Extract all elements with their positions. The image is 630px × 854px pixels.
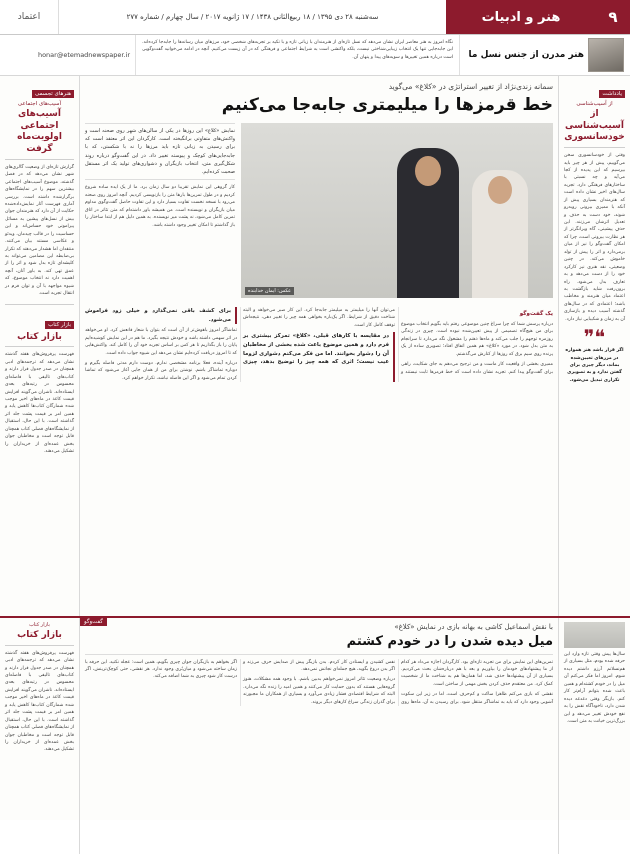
photo-figure-woman	[472, 170, 528, 298]
lower-col-3: درباره وضعیت تئاتر امروز نمی‌خواهم بدبین باشم. با وجود همه مشکلات، هنوز گروه‌هایی هستند که بدون حمایت کار می‌کنند و همین امید را زنده نگه می‌دارد. البته که شرایط اقتصادی فشار زیادی می‌آورد و بسیاری از همکاران ما مجبورند برای گذران زندگی سراغ کارهای دیگر بروند.	[243, 677, 395, 705]
main-body	[0, 76, 630, 618]
lower-left-rail-body: فهرست پرفروش‌های هفته گذشته نشان می‌دهد که ترجمه‌های ادبی همچنان در صدر جدول قرار دارند و کتاب‌های تالیفی با فاصله‌ای محسوس در رتبه‌های بعدی ایستاده‌اند. ناشران می‌گویند افزایش قیمت کاغذ در ماه‌های اخیر موجب شده شمارگان کتاب‌ها کاهش یابد و همین امر بر قیمت پشت جلد اثر گذاشته است. با این حال، استقبال از نمایشگاه‌های فصلی کتاب همچنان قابل توجه است و مخاطبان جوان بخش عمده‌ای از خریداران را تشکیل می‌دهند.	[5, 650, 74, 753]
lead-pullquote: در مقایسه با کارهای قبلی، «کلاغ» تمرکز بیشتری بر فرم دارد و همین موضوع باعث شده بخشی از مخاطبان آن را دشوار بخوانند. اما من فکر می‌کنم دشواری لزوما عیب نیست؛ اثری که همه چیز را توضیح بدهد، چیزی برای کشف باقی نمی‌گذارد و خیلی زود فراموش می‌شود.	[85, 307, 395, 382]
left-rail	[0, 76, 80, 616]
photo-credit: عکس: ایمان خدابنده	[245, 287, 294, 295]
lead-body-columns	[85, 307, 553, 382]
left-rail-second-body: فهرست پرفروش‌های هفته گذشته نشان می‌دهد که ترجمه‌های ادبی همچنان در صدر جدول قرار دارند و کتاب‌های تالیفی با فاصله‌ای محسوس در رتبه‌های بعدی ایستاده‌اند. ناشران می‌گویند افزایش قیمت کاغذ در ماه‌های اخیر موجب شده شمارگان کتاب‌ها کاهش یابد و همین امر بر قیمت پشت جلد اثر گذاشته است. با این حال، استقبال از نمایشگاه‌های فصلی کتاب همچنان قابل توجه است و مخاطبان جوان بخش عمده‌ای از خریداران را تشکیل می‌دهند.	[5, 352, 74, 454]
right-rail	[558, 76, 630, 616]
newspaper-logo: اعتماد	[0, 0, 59, 34]
left-rail-body: گزارش تازه‌ای از وضعیت گالری‌های شهر نشان می‌دهد که در فصل گذشته، موضوع آسیب‌های اجتماعی بیشترین سهم را در نمایشگاه‌های برگزارشده داشته است. بررسی آماری فهرست آثار نمایش‌داده‌شده حکایت از آن دارد که هنرمندان جوان بیش از نسل‌های پیشین به مسائل پیرامونی خود حساس‌اند و این حساسیت را در قالب چیدمان، ویدئو و عکاسی مستند بیان می‌کنند. منتقدان اما هشدار می‌دهند که تکرار بی‌ضابطه این مضامین می‌تواند به کلیشه‌ای تازه بدل شود و اثر را از عمق تهی کند. به باور آنان، آنچه اهمیت دارد نه انتخاب موضوع، که شیوه مواجهه با آن و توان فرم در انتقال تجربه است.	[5, 164, 74, 297]
lead-lede: نمایش «کلاغ» این روزها در یکی از سالن‌های شهر روی صحنه است و واکنش‌های متفاوتی برانگیخته است. کارگردان این اثر معتقد است که برای رسیدن به زبانی تازه باید مرزها را نه با شکستن، که با جابه‌جایی‌های کوچک و پیوسته تغییر داد. در این گفت‌وگو درباره روند شکل‌گیری متن، انتخاب بازیگران و دشواری‌های تولید یک اثر مستقل صحبت کرده‌ایم.	[85, 123, 235, 181]
lower-section-flag: گفت‌وگو	[80, 618, 107, 626]
column-intro-text: نگاه امروز به هنر معاصر ایران نشان می‌دهد که نسل تازه‌ای از هنرمندان با زبانی تازه و با تکیه بر تجربه‌های شخصی خود، مرزهای میان رسانه‌ها را جابه‌جا کرده‌اند. این جابه‌جایی تنها یک انتخاب زیبایی‌شناختی نیست، بلکه واکنشی است به شرایط اجتماعی و فرهنگی که در آن زیست می‌کنیم. آنچه در ادامه می‌خوانید گفت‌وگویی است درباره همین تغییرها و سویه‌های پیدا و پنهان آن.	[142, 40, 453, 60]
lower-right-rail	[558, 618, 630, 854]
lead-col-2: ممیزی بخشی از واقعیت کار ماست و من ترجیح می‌دهم به جای شکایت، راهی برای گفت‌وگو پیدا کنم. تجربه نشان داده است که خط قرمزها ثابت نیستند و می‌توان آنها را میلیمتر به میلیمتر جابه‌جا کرد. این کار صبر می‌خواهد و البته شناخت دقیق از شرایط. اگر یک‌باره بخواهی همه چیز را تغییر دهی، نتیجه‌اش توقف کامل کار است.	[243, 307, 553, 375]
section-title: هنر و ادبیات	[446, 0, 596, 34]
lower-section	[0, 618, 630, 854]
right-rail-title: از آسیب‌شناسی خودسانسوری	[564, 109, 625, 148]
lower-left-rail-title: بازار کتاب	[5, 630, 74, 646]
lead-col-0: کار گروهی این نمایش تقریبا دو سال زمان برد. ما از یک ایده ساده شروع کردیم و در طول تمرین‌ها بارها متن را بازنویسی کردیم. آنچه امروز روی صحنه می‌رود با نسخه نخست تفاوت بسیار دارد و این تفاوت حاصل گفت‌وگوی مداوم میان بازیگران و نویسنده است. من همیشه باور داشته‌ام که متن تئاتر در اتاق تمرین کامل می‌شود، نه پشت میز نویسنده. به همین دلیل هم از ابتدا ساختار را باز گذاشتم تا امکان تغییر وجود داشته باشد.	[85, 185, 235, 228]
author-meta	[459, 35, 584, 75]
lower-col-4: اگر بخواهم به بازیگران جوان چیزی بگویم، همین است: عجله نکنید. این حرفه با زمان ساخته می‌شود و میان‌بُری وجود ندارد. هر نقشی، حتی کوچک‌ترینش، اگر درست کار شود چیزی به شما اضافه می‌کند.	[85, 659, 237, 680]
quote-icon: ❝❞	[583, 325, 606, 350]
right-rail-tag: یادداشت	[599, 90, 625, 98]
lower-rail-thumb	[564, 622, 625, 648]
right-rail-body: وقتی از خودسانسوری سخن می‌گوییم، پیش از هر چیز باید بپرسیم که این پدیده از کجا می‌آید و چه نسبتی با ساختارهای فرهنگی دارد. تجربه سال‌های اخیر نشان داده است که هنرمندان بسیاری پیش از آنکه با ممیزی بیرونی روبه‌رو شوند، خود دست به حذف و تعدیل اثرشان می‌زنند. این حذفِ پیشینی، گاه ویرانگرتر از هر نظارت بیرونی است، چرا که امکان گفت‌وگو را نیز از میان برمی‌دارد و اثر را پیش از تولد خاموش می‌کند. در چنین وضعیتی، نقد هنری نیز کارکرد خود را از دست می‌دهد و به تعارف بدل می‌شود. راه برون‌رفت شاید بازگشت به اعتماد میان هنرمند و مخاطب باشد؛ اعتمادی که در سال‌های گذشته آسیب دیده و بازسازی آن به زمان و شکیبایی نیاز دارد.	[564, 153, 625, 322]
page-number: ۹	[596, 0, 630, 34]
masthead-date: سه‌شنبه ۲۸ دی ۱۳۹۵ / ۱۸ ربیع‌الثانی ۱۴۳۸ / ۱۷ ژانویه ۲۰۱۷ / سال چهارم / شماره ۲۷۷	[126, 13, 379, 21]
left-rail-kicker: آسیب‌های اجتماعی	[17, 101, 62, 107]
lower-headline: میل دیده شدن را در خودم کشتم	[85, 633, 553, 655]
right-rail-kicker: از آسیب‌شناسی	[576, 101, 613, 107]
column-author-strip	[0, 35, 630, 76]
lower-article	[80, 618, 558, 854]
lead-kicker: سمانه زندی‌نژاد از تغییر استراتژی در «کلاغ» می‌گوید	[388, 82, 553, 91]
lead-headline: خط قرمزها را میلیمتری جابه‌جا می‌کنیم	[221, 95, 553, 115]
lower-left-rail-label: بازار کتاب	[29, 622, 50, 628]
left-rail-title: آسیب‌های اجتماعی اولویت‌ماه گرفت	[5, 109, 74, 160]
lower-left-rail	[0, 618, 80, 854]
masthead	[0, 0, 630, 35]
lower-body-columns	[85, 659, 553, 707]
left-rail-second-title: بازار کتاب	[5, 332, 74, 348]
lead-col-1: درباره پرسش شما که چرا سراغ چنین موضوعی رفتم باید بگویم انتخاب موضوع برای من هیچ‌گاه تصمیمی از پیش تعیین‌شده نبوده است. چیزی در زندگی روزمره توجهم را جلب می‌کند و ماه‌ها ذهنم را مشغول نگه می‌دارد تا سرانجام به متن بدل شود. در مورد «کلاغ» هم همین اتفاق افتاد؛ تصویری ساده از یک پرنده روی سیم برق که روزها از کنارش می‌گذشتم.	[401, 321, 553, 357]
lower-kicker: با نقش اسماعیل کاشی به بهانه بازی در نمایش «کلاغ»	[394, 623, 553, 631]
left-rail-second-tag: بازار کتاب	[45, 321, 74, 329]
column-title: هنر مدرن از جنس نسل ما	[468, 50, 584, 60]
lower-right-rail-body: سال‌ها پیش وقتی تازه وارد این حرفه شده بودم، مثل بسیاری از هم‌نسلانم آرزو داشتم دیده شوم. امروز اما فکر می‌کنم آن میل را در خودم کشته‌ام و همین باعث شده بتوانم آرام‌تر کار کنم. بازیگر وقتی دغدغه دیده شدن دارد، ناخودآگاه نقش را به نفع خودش تغییر می‌دهد و این بزرگ‌ترین خیانت به متن است.	[564, 652, 625, 724]
section-email: honar@etemadnewspaper.ir	[0, 35, 136, 75]
lead-col-3: تماشاگر امروز باهوش‌تر از آن است که بتوان با شعار قانعش کرد. او می‌خواهد در اثر سهمی داشته باشد و خودش نتیجه بگیرد. ما هم در این نمایش کوشیده‌ایم پایان را باز بگذاریم تا هر کس بر اساس تجربه خود آن را کامل کند. واکنش‌هایی که تا امروز دریافت کرده‌ایم نشان می‌دهد این شیوه جواب داده است.	[85, 328, 237, 356]
left-rail-tag: هنرهای تجسمی	[32, 90, 74, 98]
right-rail-quote: اگر قرار باشد هنر همواره در مرزهای تعیین‌شده بماند، دیگر چیزی برای گفتن ندارد و به تصویری تکراری تبدیل می‌شود.	[565, 348, 624, 383]
lower-col-1: تمرین‌های این نمایش برای من تجربه تازه‌ای بود. کارگردان اجازه می‌داد هر کدام از ما پیشنهادهای خودمان را بیاوریم و بعد با هم درباره‌شان بحث می‌کردیم. بسیاری از آن پیشنهادها حذف شد، اما همان‌ها هم به شناخت ما از شخصیت کمک کرد. من معتقدم حذف کردن بخش مهمی از ساختن است.	[401, 659, 553, 687]
author-avatar	[588, 38, 624, 72]
lower-col-2: نقشی که بازی می‌کنم ظاهرا ساکت و کم‌حرف است، اما در زیر این سکوت آشوبی وجود دارد که باید به تماشاگر منتقل شود. برای رسیدن به آن، ماه‌ها روی نفس کشیدن و ایستادن کار کردم. بدن بازیگر پیش از صدایش حرف می‌زند و اگر بدن دروغ بگوید، هیچ جمله‌ای نجاتش نمی‌دهد.	[243, 659, 553, 705]
rail-divider	[5, 304, 74, 305]
photo-figure-man	[397, 148, 459, 298]
sidebar-box-title: یک گفت‌وگو	[519, 310, 553, 317]
lead-photo	[241, 123, 553, 298]
lead-article	[80, 76, 558, 616]
lead-col-4: درباره آینده، فعلا برنامه مشخصی ندارم. دوست دارم مدتی فاصله بگیرم و دوباره تماشاگر باشم. نوشتن برای من از همان جایی آغاز می‌شود که تماشا کردن تمام می‌شود و اگر این فاصله نباشد، تکرار خواهم کرد.	[85, 360, 237, 381]
